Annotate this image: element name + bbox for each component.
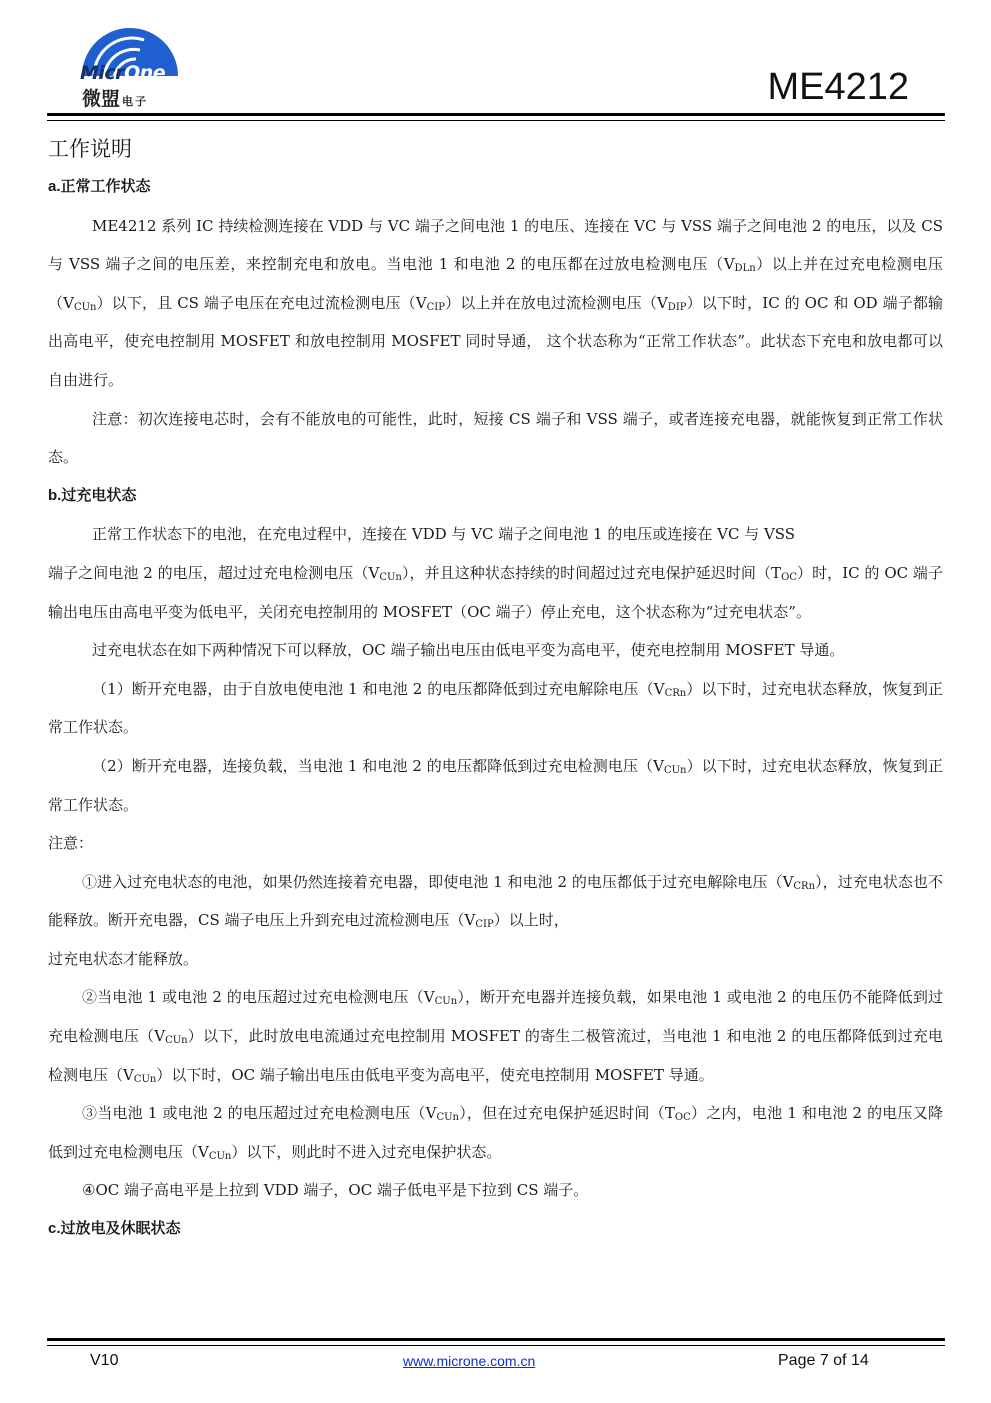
paragraph-normal-state: ME4212 系列 IC 持续检测连接在 VDD 与 VC 端子之间电池 1 的电压、连接在 VC 与 VSS 端子之间电池 2 的电压，以及 CS 与 VSS 端子之间的电压差，来控制充电和放电。当电池 1 和电池 2 的电压都在过放电检测电压$(V_{DLn})$以上并在过充电检测电压$(V_{CUn})$以下，且 CS 端子电压在充电过流检测电压$(V_{CIP})$以上并在放电过流检测电压$(V_{DIP})$以下时，IC 的 OC 和 OD 端子都输出高电平，使充电控制用 MOSFET 和放电控制用 MOSFET 同时导通， 这个状态称为“正常工作状态”。此状态下充电和放电都可以自由进行。	[48, 216, 943, 389]
company-logo	[74, 18, 184, 110]
footer-rule-thin	[47, 1345, 945, 1346]
note-item-4: ④OC 端子高电平是上拉到 VDD 端子，OC 端子低电平是下拉到 CS 端子。	[82, 1181, 589, 1200]
footer-page-number: Page 7 of 14	[778, 1352, 869, 1369]
note-label: 注意：	[48, 834, 94, 853]
logo-text-en: MicrOne	[80, 62, 166, 84]
section-title: 工作说明	[48, 137, 132, 161]
heading-overdischarge-state: c.过放电及休眠状态	[48, 1220, 181, 1238]
footer-version: V10	[90, 1352, 119, 1369]
paragraph-release-case-2: （2）断开充电器，连接负载，当电池 1 和电池 2 的电压都降低到过充电检测电压$(V_{CUn})$以下时，过充电状态释放，恢复到正常工作状态。	[48, 756, 943, 814]
heading-overcharge-state: b.过充电状态	[48, 486, 137, 504]
paragraph-overcharge-release: 过充电状态在如下两种情况下可以释放，OC 端子输出电压由低电平变为高电平，使充电控制用 MOSFET 导通。	[92, 641, 845, 660]
page-footer	[0, 1352, 991, 1376]
paragraph-normal-note: 注意：初次连接电芯时，会有不能放电的可能性，此时，短接 CS 端子和 VSS 端子，或者连接充电器，就能恢复到正常工作状态。	[48, 409, 943, 467]
header-rule-thin	[47, 120, 945, 121]
note-item-2: ②当电池 1 或电池 2 的电压超过过充电检测电压$(V_{CUn})$，断开充电器并连接负载，如果电池 1 或电池 2 的电压仍不能降低到过充电检测电压$(V_{CUn})$以下，此时放电电流通过充电控制用 MOSFET 的寄生二极管流过，当电池 1 和电池 2 的电压都降低到过充电检测电压$(V_{CUn})$以下时，OC 端子输出电压由低电平变为高电平，使充电控制用 MOSFET 导通。	[48, 988, 943, 1085]
heading-normal-state: a.正常工作状态	[48, 178, 151, 195]
note-item-1-cont: 过充电状态才能释放。	[48, 949, 199, 968]
footer-rule-thick	[47, 1338, 945, 1341]
paragraph-release-case-1: （1）断开充电器，由于自放电使电池 1 和电池 2 的电压都降低到过充电解除电压$(V_{CRn})$以下时，过充电状态释放，恢复到正常工作状态。	[48, 679, 943, 737]
paragraph-overcharge-1a: 正常工作状态下的电池，在充电过程中，连接在 VDD 与 VC 端子之间电池 1 的电压或连接在 VC 与 VSS	[92, 525, 796, 544]
page-content	[48, 128, 943, 1249]
footer-website-link[interactable]: www.microne.com.cn	[403, 1353, 536, 1369]
logo-text-cn: 微盟 电子	[82, 88, 149, 110]
header-rule-thick	[47, 113, 945, 116]
document-id: ME4212	[767, 66, 909, 108]
paragraph-overcharge-1b: 端子之间电池 2 的电压，超过过充电检测电压$(V_{CUn})$，并且这种状态持续的时间超过过充电保护延迟时间$(T_{OC})$时，IC 的 OC 端子输出电压由高电平变为低电平，关闭充电控制用的 MOSFET（OC 端子）停止充电，这个状态称为“过充电状态”。	[48, 563, 944, 621]
note-item-1: ①进入过充电状态的电池，如果仍然连接着充电器，即使电池 1 和电池 2 的电压都低于过充电解除电压$(V_{CRn})$，过充电状态也不能释放。断开充电器，CS 端子电压上升到充电过流检测电压$(V_{CIP})$以上时，	[48, 872, 943, 931]
note-item-3: ③当电池 1 或电池 2 的电压超过过充电检测电压$(V_{CUn})$，但在过充电保护延迟时间$(T_{OC})$之内，电池 1 和电池 2 的电压又降低到过充电检测电压$(V_{CUn})$以下，则此时不进入过充电保护状态。	[48, 1104, 943, 1162]
